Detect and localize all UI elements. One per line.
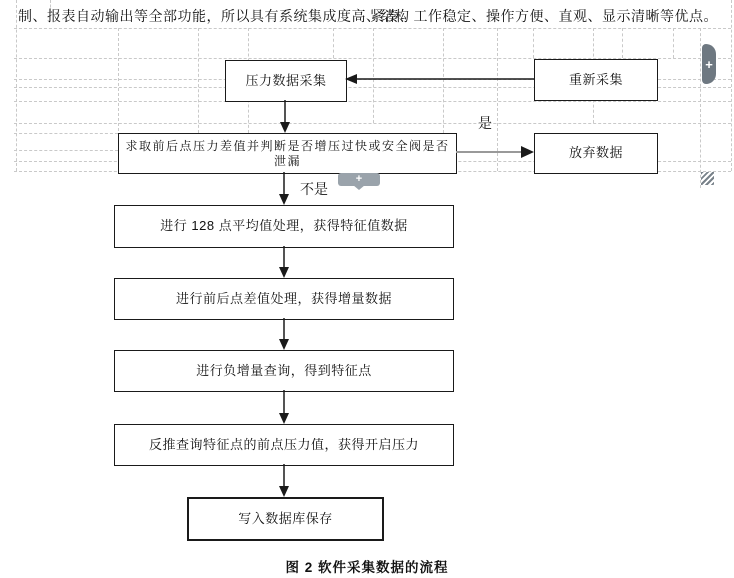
- flow-node-delta: [114, 278, 454, 320]
- flow-node-query-label: 进行负增量查询，得到特征点: [196, 362, 372, 378]
- table-gridline-vertical: [333, 28, 334, 58]
- flow-node-save: [187, 497, 384, 541]
- insert-handle-row[interactable]: [338, 173, 380, 186]
- flow-node-collect-label: 压力数据采集: [245, 72, 327, 88]
- table-gridline-vertical: [533, 28, 534, 58]
- plus-icon: +: [355, 173, 363, 185]
- flow-node-backtrace-label: 反推查询特征点的前点压力值，获得开启压力: [148, 436, 419, 452]
- table-gridline-vertical: [497, 28, 498, 171]
- flow-node-save-label: 写入数据库保存: [238, 510, 333, 526]
- arrow-judge-to-discard: [456, 146, 534, 158]
- flow-node-average: [114, 205, 454, 248]
- table-gridline-horizontal: [14, 150, 118, 151]
- resize-grip-icon[interactable]: [701, 172, 714, 185]
- flow-node-judge-label: 求取前后点压力差值并判断是否增压过快或安全阀是否泄漏: [125, 138, 450, 168]
- arrow-average-to-delta: [279, 246, 289, 278]
- flow-node-delta-label: 进行前后点差值处理，获得增量数据: [175, 290, 392, 306]
- flow-node-recollect-label: 重新采集: [568, 71, 623, 87]
- arrow-query-to-backtrace: [279, 390, 289, 424]
- arrow-backtrace-to-save: [279, 464, 289, 497]
- flow-node-discard: [534, 133, 658, 174]
- flow-node-discard-label: 放弃数据: [568, 145, 623, 161]
- table-gridline-horizontal: [14, 28, 731, 29]
- table-gridline-vertical: [443, 28, 444, 133]
- table-gridline-horizontal: [14, 101, 731, 102]
- table-gridline-vertical: [622, 28, 623, 58]
- plus-icon: +: [705, 56, 713, 72]
- arrow-collect-to-judge: [280, 100, 290, 133]
- table-gridline-horizontal: [14, 133, 118, 134]
- arrow-delta-to-query: [279, 318, 289, 350]
- table-gridline-vertical: [673, 28, 674, 58]
- edge-label-yes: 是: [478, 115, 492, 131]
- flow-node-judge: [118, 133, 457, 174]
- table-gridline-horizontal: [14, 123, 731, 124]
- edge-label-no: 不是: [300, 181, 328, 197]
- flow-node-average-label: 进行 128 点平均值处理，获得特征值数据: [160, 218, 408, 234]
- table-gridline-vertical: [700, 28, 701, 188]
- paragraph-right-column: 紧凑、工作稳定、操作方便、直观、显示清晰等优点。: [370, 8, 718, 24]
- flow-node-collect: [225, 60, 347, 102]
- insert-handle-right[interactable]: [702, 44, 716, 84]
- table-gridline-vertical: [373, 28, 374, 123]
- paragraph-left-column: 制、报表自动输出等全部功能，所以具有系统集成度高、结构: [18, 8, 410, 24]
- flow-node-query: [114, 350, 454, 392]
- figure-caption: 图 2 软件采集数据的流程: [285, 560, 449, 575]
- flow-node-recollect: [534, 59, 658, 101]
- table-gridline-vertical: [198, 28, 199, 133]
- table-gridline-vertical: [731, 0, 732, 171]
- table-gridline-vertical: [16, 0, 17, 171]
- arrow-judge-to-average: [279, 172, 289, 205]
- flow-node-backtrace: [114, 424, 454, 466]
